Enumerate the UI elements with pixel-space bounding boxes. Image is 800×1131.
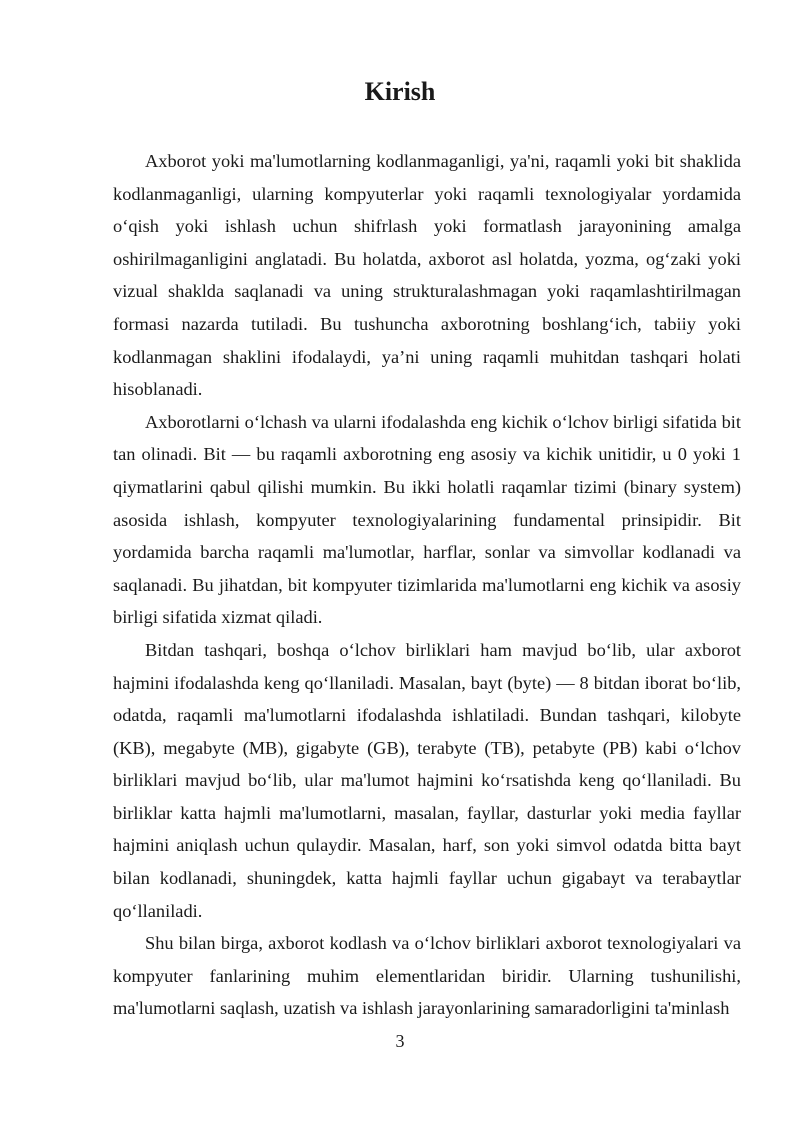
paragraph-conclusion: Shu bilan birga, axborot kodlash va oʻlchov birliklari axborot texnologiyalari va kompyuter fanlarining muhim elementlaridan biridir. Ularning tushunilishi, ma'lumotlarni saqlash, uzatish va ishlash jarayonlarining samaradorligini ta'minlash xyxy=(113,933,741,1019)
paragraph-units: Bitdan tashqari, boshqa oʻlchov birliklari ham mavjud boʻlib, ular axborot hajmini ifodalashda keng qoʻllaniladi. Masalan, bayt (byte) — 8 bitdan iborat boʻlib, odatda, raqamli ma'lumotlarni ifodalashda ishlatiladi. Bundan tashqari, kilobyte (KB), megabyte (MB), gigabyte (GB), terabyte (TB), petabyte (PB) kabi oʻlchov birliklari mavjud boʻlib, ular ma'lumot hajmini koʻrsatishda keng qoʻllaniladi. Bu birliklar katta hajmli ma'lumotlarni, masalan, fayllar, dasturlar yoki media fayllar hajmini aniqlash uchun qulaydir. Masalan, harf, son yoki simvol odatda bitta bayt bilan kodlanadi, shuningdek, katta hajmli fayllar uchun gigabayt va terabaytlar qoʻllaniladi. xyxy=(113,639,741,921)
page-number: 3 xyxy=(395,1031,405,1051)
page-title: Kirish xyxy=(364,77,436,106)
paragraph-intro: Axborot yoki ma'lumotlarning kodlanmaganligi, ya'ni, raqamli yoki bit shaklida kodlanmaganligi, ularning kompyuterlar yoki raqamli texnologiyalar yordamida oʻqish yoki ishlash uchun shifrlash yoki formatlash jarayonining amalga oshirilmaganligini anglatadi. Bu holatda, axborot asl holatda, yozma, ogʻzaki yoki vizual shaklda saqlanadi va uning strukturalashmagan yoki raqamlashtirilmagan formasi nazarda tutiladi. Bu tushuncha axborotning boshlangʻich, tabiiy yoki kodlanmagan shaklini ifodalaydi, ya’ni uning raqamli muhitdan tashqari holati hisoblanadi. xyxy=(113,151,741,400)
paragraph-bit: Axborotlarni oʻlchash va ularni ifodalashda eng kichik oʻlchov birligi sifatida bit tan olinadi. Bit — bu raqamli axborotning eng asosiy va kichik unitidir, u 0 yoki 1 qiymatlarini qabul qilishi mumkin. Bu ikki holatli raqamlar tizimi (binary system) asosida ishlash, kompyuter texnologiyalarining fundamental prinsipidir. Bit yordamida barcha raqamli ma'lumotlar, harflar, sonlar va simvollar kodlanadi va saqlanadi. Bu jihatdan, bit kompyuter tizimlarida ma'lumotlarni eng kichik va asosiy birligi sifatida xizmat qiladi. xyxy=(113,411,741,628)
body-text xyxy=(113,145,741,1025)
